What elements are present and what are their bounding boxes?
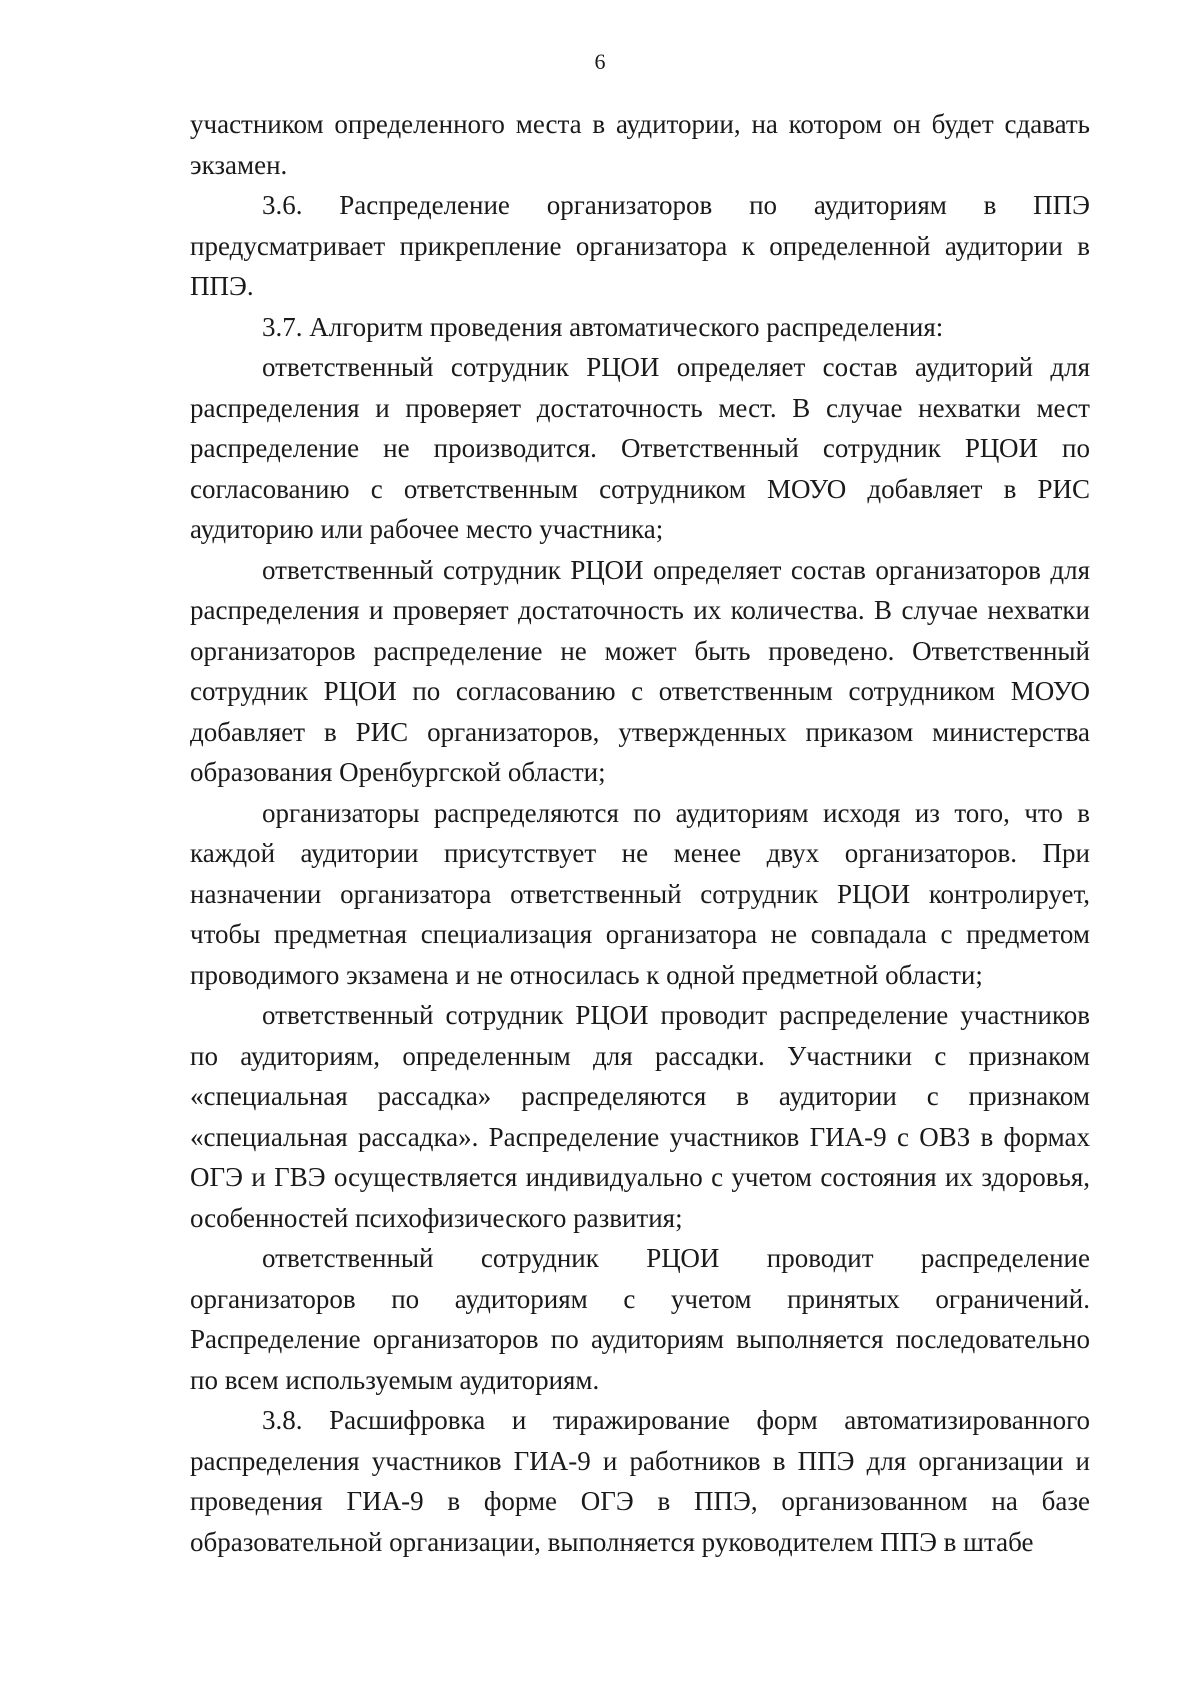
- paragraph-3-6: 3.6. Распределение организаторов по аудиториям в ППЭ предусматривает прикрепление организатора к определенной аудитории в ППЭ.: [190, 190, 1090, 301]
- paragraph-3-8: 3.8. Расшифровка и тиражирование форм автоматизированного распределения участников ГИА-9 и работников в ППЭ для организации и проведения ГИА-9 в форме ОГЭ в ППЭ, организованном на базе образовательной организации, выполняется руководителем ППЭ в штабе: [190, 1405, 1090, 1557]
- paragraph-continuation: участником определенного места в аудитории, на котором он будет сдавать экзамен.: [190, 109, 1090, 180]
- page-number: 6: [594, 49, 606, 74]
- list-item-auditoriums: ответственный сотрудник РЦОИ определяет состав аудиторий для распределения и проверяет достаточность мест. В случае нехватки мест распределение не производится. Ответственный сотрудник РЦОИ по согласованию с ответственным сотрудником МОУО добавляет в РИС аудиторию или рабочее место участника;: [190, 352, 1090, 544]
- list-item-organizer-assignment: организаторы распределяются по аудиториям исходя из того, что в каждой аудитории присутствует не менее двух организаторов. При назначении организатора ответственный сотрудник РЦОИ контролирует, чтобы предметная специализация организатора не совпадала с предметом проводимого экзамена и не относилась к одной предметной области;: [190, 797, 1090, 990]
- list-item-participant-distribution: ответственный сотрудник РЦОИ проводит распределение участников по аудиториям, определенным для рассадки. Участники с признаком «специальная рассадка» распределяются в аудитории с признаком «специальная рассадка». Распределение участников ГИА-9 с ОВЗ в формах ОГЭ и ГВЭ осуществляется индивидуально с учетом состояния их здоровья, особенностей психофизического развития;: [190, 1000, 1090, 1233]
- list-item-organizers: ответственный сотрудник РЦОИ определяет состав организаторов для распределения и проверяет достаточность их количества. В случае нехватки организаторов распределение не может быть проведено. Ответственный сотрудник РЦОИ по согласованию с ответственным сотрудником МОУО добавляет в РИС организаторов, утвержденных приказом министерства образования Оренбургской области;: [190, 554, 1090, 787]
- list-item-organizer-distribution: ответственный сотрудник РЦОИ проводит распределение организаторов по аудиториям с учетом принятых ограничений. Распределение организаторов по аудиториям выполняется последовательно по всем используемым аудиториям.: [190, 1243, 1090, 1395]
- paragraph-3-7: 3.7. Алгоритм проведения автоматического распределения:: [262, 311, 944, 342]
- document-body: [190, 104, 1090, 1562]
